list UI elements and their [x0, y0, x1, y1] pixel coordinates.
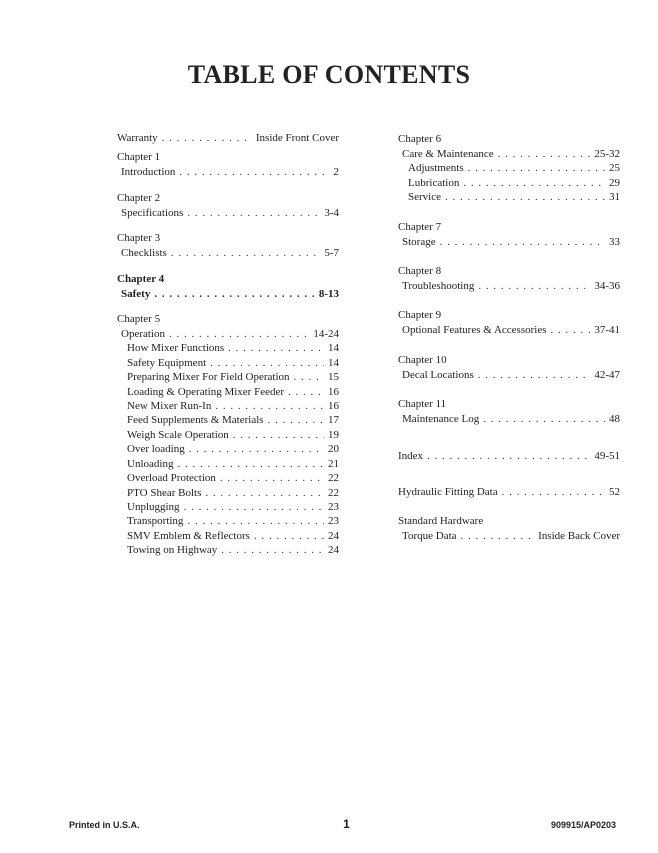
- toc-entry[interactable]: [398, 161, 620, 175]
- toc-entry[interactable]: [117, 442, 339, 456]
- toc-entry-page: 34-36: [594, 280, 620, 293]
- toc-entry-label: Index: [398, 449, 424, 462]
- toc-entry-label: Overload Protection: [127, 472, 216, 485]
- chapter-heading: Chapter 8: [398, 265, 442, 278]
- toc-entry-label: Adjustments: [408, 162, 464, 175]
- toc-entry-label: Safety: [121, 287, 151, 300]
- dot-leader: [483, 412, 605, 426]
- toc-entry[interactable]: [398, 323, 620, 337]
- page-number: 1: [343, 817, 350, 831]
- toc-entry-label: SMV Emblem & Reflectors: [127, 529, 250, 542]
- dot-leader: [154, 287, 315, 301]
- toc-entry-label: Weigh Scale Operation: [127, 428, 229, 441]
- toc-entry-label: Towing on Highway: [127, 544, 218, 557]
- toc-entry-label: Safety Equipment: [127, 356, 207, 369]
- toc-entry-page: 16: [328, 400, 339, 413]
- chapter-heading: Chapter 1: [117, 151, 161, 164]
- chapter-heading: Standard Hardware: [398, 515, 484, 528]
- toc-entry[interactable]: [398, 147, 620, 161]
- toc-entry-label: How Mixer Functions: [127, 342, 225, 355]
- toc-left-column: [117, 131, 339, 558]
- dot-leader: [233, 428, 324, 442]
- toc-entry-page: 25-32: [594, 148, 620, 160]
- toc-entry[interactable]: [117, 428, 339, 442]
- toc-entry-page: 14: [328, 342, 339, 355]
- toc-entry[interactable]: [398, 176, 620, 190]
- toc-entry-page: Inside Back Cover: [538, 530, 620, 543]
- toc-entry[interactable]: [117, 471, 339, 485]
- dot-leader: [221, 543, 324, 557]
- toc-entry-page: 3-4: [324, 206, 339, 219]
- toc-entry-label: Decal Locations: [402, 368, 474, 381]
- toc-entry[interactable]: [398, 279, 620, 293]
- dot-leader: [187, 514, 324, 528]
- toc-entry-page: 19: [328, 428, 339, 441]
- toc-entry-page: 20: [328, 443, 339, 456]
- document-code: 909915/AP0203: [550, 820, 616, 830]
- dot-leader: [162, 131, 252, 145]
- dot-leader: [177, 457, 324, 471]
- page-title: TABLE OF CONTENTS: [187, 60, 471, 89]
- toc-entry[interactable]: [117, 165, 339, 179]
- toc-entry-page: 23: [328, 515, 339, 528]
- toc-entry-page: 15: [328, 371, 339, 384]
- toc-entry[interactable]: [117, 514, 339, 528]
- toc-entry[interactable]: [117, 457, 339, 471]
- toc-entry[interactable]: [398, 485, 620, 499]
- toc-entry-page: 5-7: [324, 247, 339, 260]
- chapter-heading: Chapter 2: [117, 191, 161, 204]
- toc-entry[interactable]: [117, 341, 339, 355]
- toc-entry-label: Unloading: [127, 457, 174, 470]
- dot-leader: [288, 385, 324, 399]
- toc-entry-page: 22: [328, 472, 339, 485]
- toc-entry-label: Service: [408, 191, 441, 204]
- toc-entry[interactable]: [117, 543, 339, 557]
- toc-entry-label: Torque Data: [402, 530, 457, 543]
- toc-entry-label: Warranty: [117, 132, 158, 144]
- toc-entry-page: 14: [328, 356, 339, 369]
- toc-entry-label: Loading & Operating Mixer Feeder: [127, 385, 285, 398]
- toc-entry-label: Operation: [121, 328, 165, 341]
- toc-entry-label: Checklists: [121, 247, 167, 260]
- dot-leader: [184, 500, 324, 514]
- dot-leader: [445, 190, 605, 204]
- toc-entry-label: Optional Features & Accessories: [402, 324, 547, 337]
- dot-leader: [551, 323, 591, 337]
- toc-entry-page: 14-24: [313, 328, 339, 341]
- toc-entry-page: 23: [328, 500, 339, 513]
- toc-entry-page: 17: [328, 414, 339, 427]
- toc-entry[interactable]: [117, 246, 339, 260]
- toc-entry-label: Preparing Mixer For Field Operation: [127, 371, 290, 384]
- toc-entry-page: 24: [328, 544, 339, 557]
- dot-leader: [468, 161, 605, 175]
- toc-entry[interactable]: [398, 529, 620, 543]
- dot-leader: [294, 370, 324, 384]
- toc-entry[interactable]: [117, 327, 339, 341]
- toc-entry-label: Lubrication: [408, 176, 460, 189]
- dot-leader: [254, 529, 324, 543]
- dot-leader: [463, 176, 605, 190]
- toc-entry[interactable]: [117, 287, 339, 301]
- dot-leader: [427, 449, 590, 463]
- toc-entry-page: 49-51: [594, 449, 620, 462]
- toc-entry-label: Storage: [402, 235, 436, 248]
- chapter-heading: Chapter 6: [398, 133, 442, 145]
- dot-leader: [179, 165, 329, 179]
- toc-entry[interactable]: [117, 385, 339, 399]
- toc-entry[interactable]: [117, 486, 339, 500]
- toc-entry-label: New Mixer Run-In: [127, 400, 212, 413]
- toc-entry[interactable]: [117, 413, 339, 427]
- toc-entry-page: 31: [609, 191, 620, 204]
- toc-entry[interactable]: [117, 356, 339, 370]
- chapter-heading: Chapter 7: [398, 220, 442, 233]
- dot-leader: [171, 246, 320, 260]
- dot-leader: [220, 471, 324, 485]
- dot-leader: [187, 206, 320, 220]
- chapter-heading: Chapter 3: [117, 232, 161, 245]
- toc-right-column: [398, 131, 620, 544]
- dot-leader: [215, 399, 324, 413]
- dot-leader: [205, 486, 324, 500]
- toc-entry-label: Unplugging: [127, 500, 180, 513]
- toc-entry-label: Troubleshooting: [402, 280, 475, 293]
- toc-entry-label: Specifications: [121, 206, 184, 219]
- toc-entry-label: Transporting: [127, 515, 184, 528]
- toc-entry-page: 22: [328, 486, 339, 499]
- dot-leader: [478, 368, 591, 382]
- toc-entry-page: 48: [609, 413, 620, 426]
- toc-entry[interactable]: [117, 529, 339, 543]
- toc-entry-page: Inside Front Cover: [255, 132, 339, 144]
- dot-leader: [502, 485, 605, 499]
- toc-entry[interactable]: [398, 190, 620, 204]
- dot-leader: [210, 356, 324, 370]
- dot-leader: [478, 279, 590, 293]
- toc-entry-label: Introduction: [121, 166, 176, 179]
- toc-entry-label: PTO Shear Bolts: [127, 486, 202, 499]
- toc-entry[interactable]: [117, 500, 339, 514]
- toc-entry-page: 52: [609, 486, 620, 499]
- dot-leader: [440, 235, 605, 249]
- dot-leader: [228, 341, 324, 355]
- toc-entry[interactable]: [398, 368, 620, 382]
- toc-entry-label: Maintenance Log: [402, 413, 480, 426]
- toc-entry-page: 16: [328, 385, 339, 398]
- dot-leader: [498, 147, 591, 161]
- toc-entry[interactable]: [117, 370, 339, 384]
- toc-entry-label: Hydraulic Fitting Data: [398, 486, 498, 499]
- footer-printed-in: Printed in U.S.A.: [69, 820, 140, 830]
- toc-entry-page: 8-13: [318, 287, 339, 300]
- toc-entry[interactable]: [398, 235, 620, 249]
- toc-entry-page: 24: [328, 529, 339, 542]
- dot-leader: [268, 413, 324, 427]
- toc-entry-label: Feed Supplements & Materials: [127, 414, 264, 427]
- toc-entry-page: 21: [328, 457, 339, 470]
- dot-leader: [189, 442, 324, 456]
- toc-entry[interactable]: [117, 206, 339, 220]
- dot-leader: [461, 529, 535, 543]
- toc-entry-label: Care & Maintenance: [402, 148, 494, 160]
- toc-entry-page: 29: [609, 176, 620, 189]
- toc-entry[interactable]: [398, 412, 620, 426]
- toc-entry-page: 2: [333, 166, 339, 179]
- toc-entry-page: 42-47: [594, 368, 620, 381]
- dot-leader: [169, 327, 309, 341]
- toc-entry-page: 37-41: [594, 324, 620, 337]
- chapter-heading: Chapter 11: [398, 398, 447, 411]
- toc-entry-page: 33: [609, 235, 620, 248]
- chapter-heading: Chapter 9: [398, 309, 442, 322]
- chapter-heading: Chapter 4: [117, 272, 165, 285]
- toc-entry[interactable]: [398, 449, 620, 463]
- toc-entry-label: Over loading: [127, 443, 185, 456]
- toc-entry[interactable]: [117, 131, 339, 145]
- chapter-heading: Chapter 5: [117, 313, 161, 326]
- chapter-heading: Chapter 10: [398, 353, 447, 366]
- toc-entry-page: 25: [609, 162, 620, 175]
- toc-entry[interactable]: [117, 399, 339, 413]
